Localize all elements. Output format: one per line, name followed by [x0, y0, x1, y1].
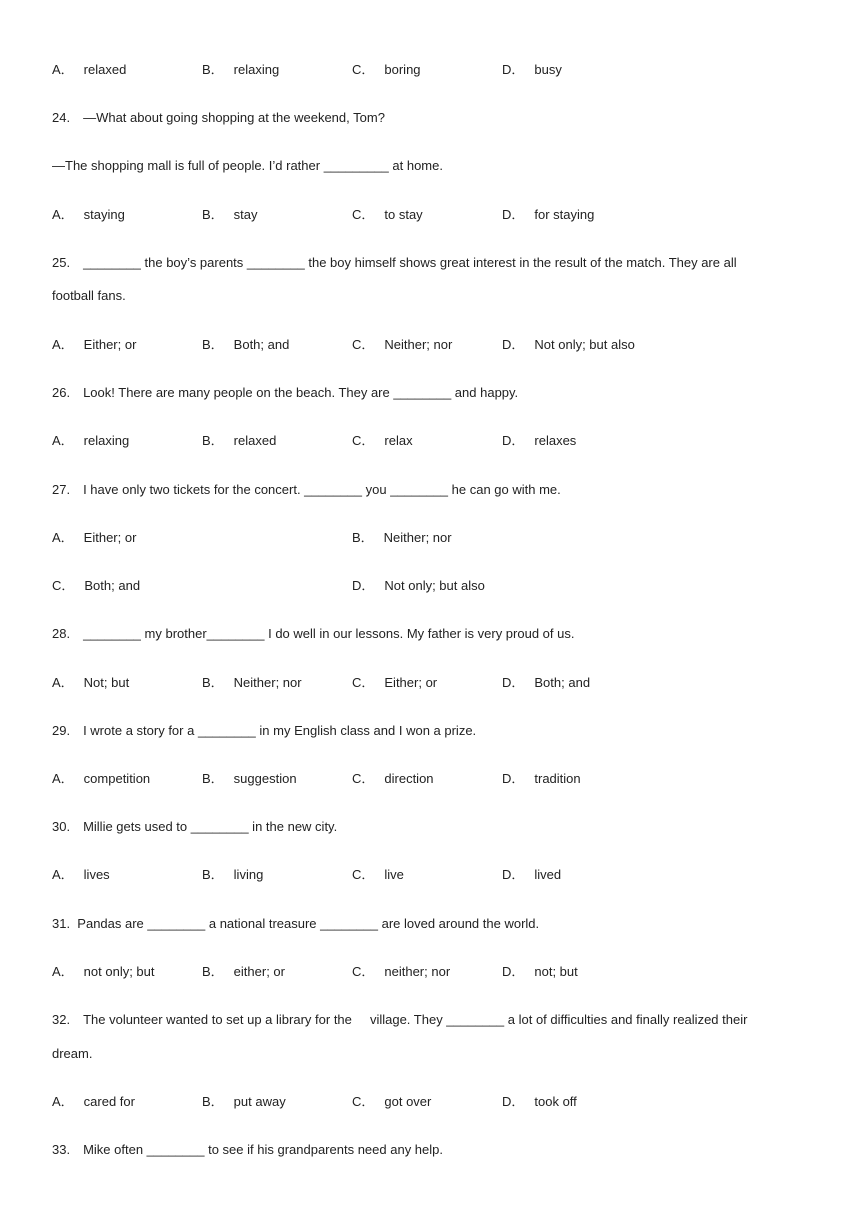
q32-option-c: [352, 1094, 431, 1110]
option-letter: C．: [352, 207, 375, 222]
option-letter: D．: [502, 62, 525, 77]
option-letter: D．: [502, 433, 525, 448]
option-letter: C．: [52, 578, 75, 593]
q26-option-c: [352, 433, 413, 449]
option-letter: B．: [202, 1094, 224, 1109]
option-text: Either; or: [384, 675, 438, 690]
q29-stem: 29. I wrote a story for a ________ in my English class and I won a prize.: [52, 723, 477, 738]
option-letter: C．: [352, 675, 375, 690]
q31-stem: 31. Pandas are ________ a national treasure ________ are loved around the world.: [52, 916, 540, 931]
option-letter: A．: [52, 530, 74, 545]
option-letter: A．: [52, 771, 74, 786]
option-text: for staying: [534, 207, 595, 222]
option-letter: D．: [502, 207, 525, 222]
option-text: lived: [534, 867, 562, 882]
q26-option-a: [52, 433, 129, 449]
q29-option-b: [202, 771, 297, 787]
option-text: Either; or: [83, 530, 137, 545]
option-text: relax: [384, 433, 413, 448]
option-letter: C．: [352, 1094, 375, 1109]
q24-option-c: [352, 207, 423, 223]
option-text: Both; and: [84, 578, 141, 593]
option-text: neither; nor: [384, 964, 451, 979]
q24-stem-line2: —The shopping mall is full of people. I’d rather _________ at home.: [52, 158, 443, 173]
option-letter: B．: [202, 207, 224, 222]
option-letter: A．: [52, 1094, 74, 1109]
option-letter: D．: [352, 578, 375, 593]
q31-option-c: [352, 964, 450, 980]
option-text: Not; but: [83, 675, 130, 690]
option-letter: C．: [352, 867, 375, 882]
option-letter: A．: [52, 433, 74, 448]
q31-option-b: [202, 964, 285, 980]
q25-option-a: [52, 337, 136, 353]
option-text: Not only; but also: [534, 337, 635, 352]
q28-option-a: [52, 675, 129, 691]
option-text: cared for: [83, 1094, 135, 1109]
option-letter: A．: [52, 337, 74, 352]
q23-option-d: [502, 62, 562, 78]
q33-stem: 33. Mike often ________ to see if his grandparents need any help.: [52, 1142, 443, 1157]
q32-option-d: [502, 1094, 577, 1110]
q30-option-a: [52, 867, 110, 883]
option-text: Not only; but also: [384, 578, 485, 593]
option-text: took off: [534, 1094, 577, 1109]
option-letter: C．: [352, 337, 375, 352]
q27-stem: 27. I have only two tickets for the concert. ________ you ________ he can go with me.: [52, 482, 561, 497]
q27-option-d: [352, 578, 485, 594]
q24-option-d: [502, 207, 594, 223]
option-letter: D．: [502, 337, 525, 352]
option-letter: D．: [502, 867, 525, 882]
option-letter: A．: [52, 62, 74, 77]
option-text: not; but: [534, 964, 578, 979]
q30-stem: 30. Millie gets used to ________ in the new city.: [52, 819, 338, 834]
option-letter: D．: [502, 1094, 525, 1109]
q26-stem: 26. Look! There are many people on the beach. They are ________ and happy.: [52, 385, 519, 400]
option-text: not only; but: [83, 964, 155, 979]
q31-option-a: [52, 964, 155, 980]
option-text: busy: [534, 62, 562, 77]
option-text: staying: [83, 207, 125, 222]
option-letter: B．: [202, 771, 224, 786]
option-text: either; or: [233, 964, 285, 979]
option-text: suggestion: [233, 771, 297, 786]
option-text: boring: [384, 62, 421, 77]
option-letter: A．: [52, 964, 74, 979]
option-text: Both; and: [233, 337, 290, 352]
option-text: stay: [233, 207, 258, 222]
q30-option-c: [352, 867, 404, 883]
option-letter: A．: [52, 675, 74, 690]
q28-option-d: [502, 675, 590, 691]
option-letter: B．: [202, 675, 224, 690]
option-text: Neither; nor: [233, 675, 302, 690]
option-letter: C．: [352, 964, 375, 979]
option-letter: B．: [352, 530, 374, 545]
option-text: Neither; nor: [383, 530, 452, 545]
option-letter: C．: [352, 433, 375, 448]
q30-option-d: [502, 867, 561, 883]
option-text: relaxing: [233, 62, 280, 77]
option-letter: A．: [52, 207, 74, 222]
q29-option-d: [502, 771, 581, 787]
option-letter: B．: [202, 62, 224, 77]
q25-option-b: [202, 337, 289, 353]
option-letter: D．: [502, 964, 525, 979]
option-letter: A．: [52, 867, 74, 882]
option-letter: B．: [202, 867, 224, 882]
q26-option-b: [202, 433, 276, 449]
q26-option-d: [502, 433, 576, 449]
option-text: put away: [233, 1094, 286, 1109]
q27-option-c: [52, 578, 140, 594]
q23-option-c: [352, 62, 421, 78]
option-letter: C．: [352, 62, 375, 77]
q31-option-d: [502, 964, 578, 980]
q27-option-b: [352, 530, 452, 546]
q25-option-c: [352, 337, 452, 353]
q24-option-a: [52, 207, 125, 223]
q27-option-a: [52, 530, 136, 546]
option-letter: B．: [202, 433, 224, 448]
option-letter: D．: [502, 771, 525, 786]
q23-option-a: [52, 62, 126, 78]
option-text: direction: [384, 771, 434, 786]
q30-option-b: [202, 867, 263, 883]
q32-option-a: [52, 1094, 135, 1110]
q28-option-c: [352, 675, 437, 691]
option-letter: B．: [202, 337, 224, 352]
option-text: Neither; nor: [384, 337, 453, 352]
q29-option-a: [52, 771, 150, 787]
q28-option-b: [202, 675, 302, 691]
option-text: live: [384, 867, 404, 882]
option-text: relaxes: [534, 433, 577, 448]
option-text: got over: [384, 1094, 432, 1109]
q23-option-b: [202, 62, 279, 78]
option-text: Both; and: [534, 675, 591, 690]
option-letter: B．: [202, 964, 224, 979]
option-text: competition: [83, 771, 151, 786]
q25-stem-line2: football fans.: [52, 288, 126, 303]
option-letter: C．: [352, 771, 375, 786]
q25-stem: 25. ________ the boy’s parents ________ the boy himself shows great interest in the result of the match. They are all: [52, 255, 737, 270]
q32-option-b: [202, 1094, 286, 1110]
q25-option-d: [502, 337, 635, 353]
option-text: living: [233, 867, 264, 882]
q28-stem: 28. ________ my brother________ I do well in our lessons. My father is very proud of us.: [52, 626, 575, 641]
option-text: tradition: [534, 771, 581, 786]
q32-stem: 32. The volunteer wanted to set up a library for the village. They ________ a lot of difficulties and finally realized their: [52, 1012, 748, 1027]
option-text: to stay: [384, 207, 423, 222]
option-text: lives: [83, 867, 110, 882]
q24-stem: 24. —What about going shopping at the weekend, Tom?: [52, 110, 385, 125]
option-text: relaxed: [233, 433, 277, 448]
option-text: relaxing: [83, 433, 130, 448]
q29-option-c: [352, 771, 434, 787]
option-letter: D．: [502, 675, 525, 690]
option-text: Either; or: [83, 337, 137, 352]
q24-option-b: [202, 207, 258, 223]
q32-stem-line2: dream.: [52, 1046, 93, 1061]
option-text: relaxed: [83, 62, 127, 77]
